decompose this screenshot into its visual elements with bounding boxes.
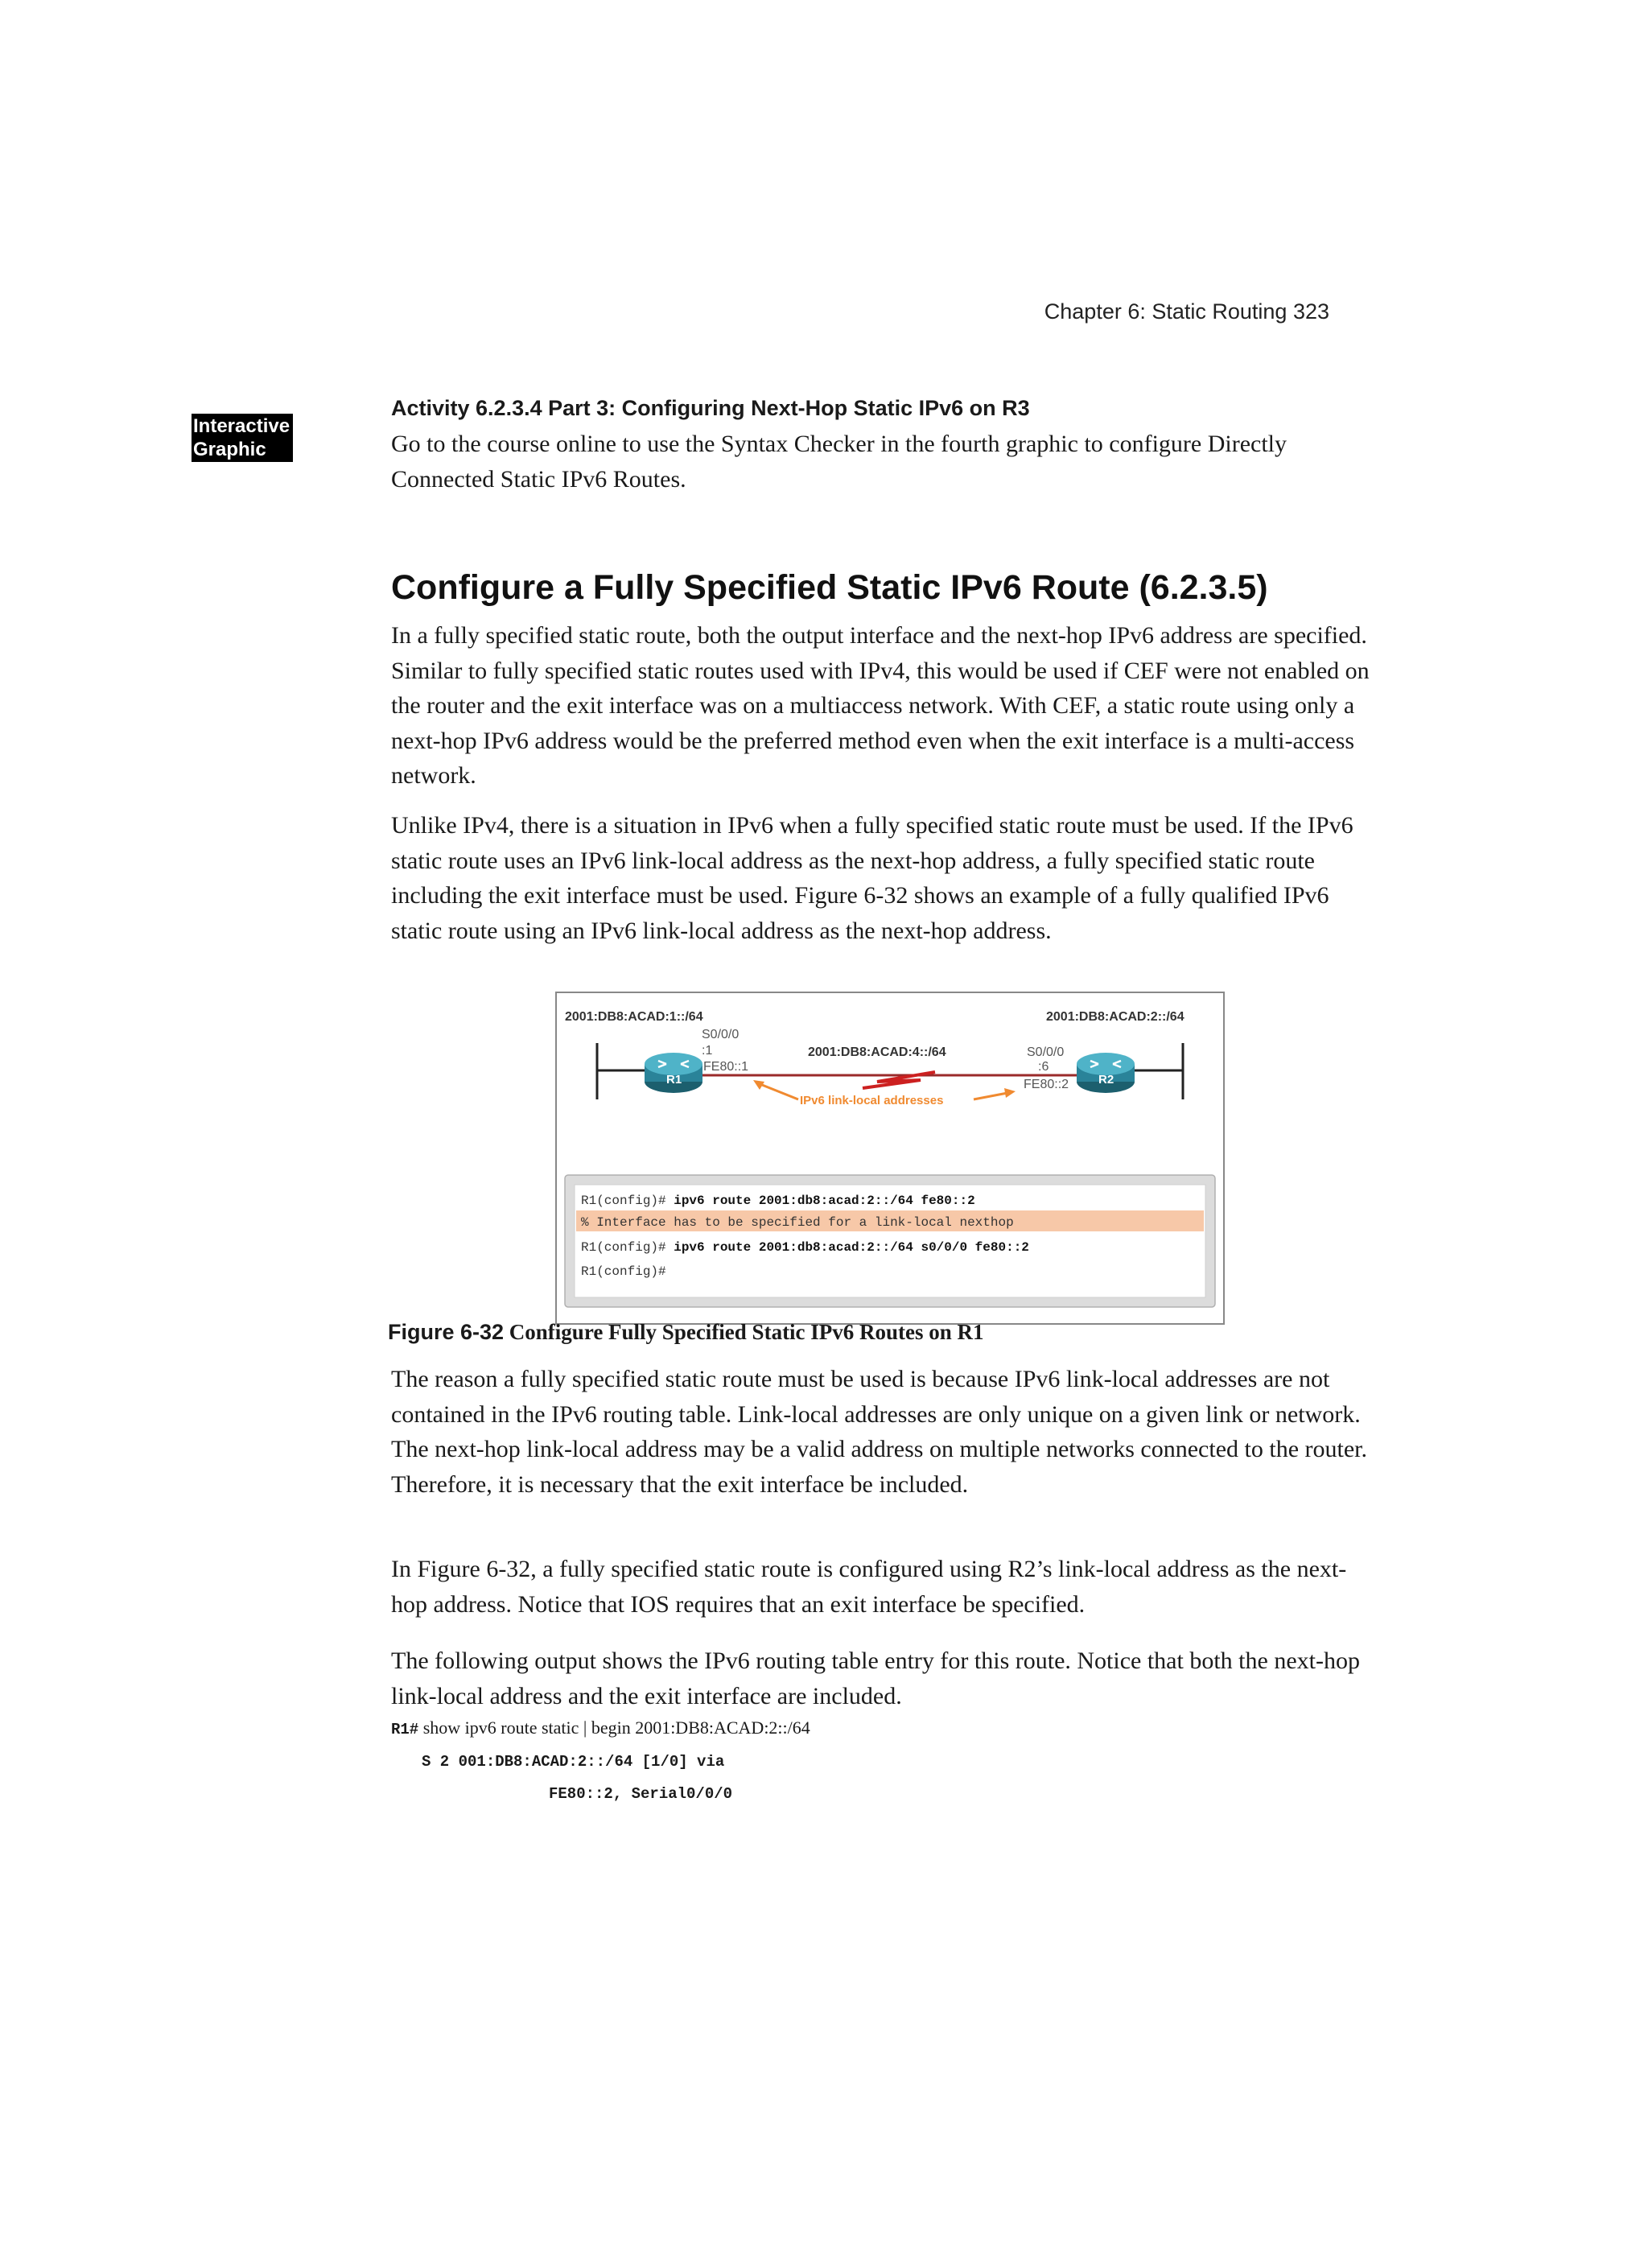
command-prompt: R1# [391, 1721, 419, 1738]
cli-line-3: R1(config)# ipv6 route 2001:db8:acad:2::/64 s0/0/0 fe80::2 [581, 1240, 1029, 1255]
interactive-graphic-badge [192, 414, 293, 462]
figure-caption-label: Figure 6-32 [388, 1320, 505, 1344]
cli-line-1: R1(config)# ipv6 route 2001:db8:acad:2::/64 fe80::2 [581, 1194, 975, 1208]
section-heading: Configure a Fully Specified Static IPv6 Route (6.2.3.5) [391, 568, 1268, 607]
badge-line-2: Graphic [193, 439, 266, 460]
paragraph-2: Unlike IPv4, there is a situation in IPv6 when a fully specified static route must be used. If the IPv6 static route uses an IPv6 link-local address as the next-hop address, a fully specified static route including the exit interface must be used. Figure 6-32 shows an example of a fully qualified IPv6 static route using an IPv6 link-local address as the next-hop address. [391, 812, 1353, 944]
r1-name-label: R1 [666, 1073, 682, 1087]
r1-serial-host-label: :1 [702, 1044, 713, 1058]
command-line [391, 1717, 810, 1738]
paragraph-4: In Figure 6-32, a fully specified static route is configured using R2’s link-local address as the next-hop address. Notice that IOS requires that an exit interface be specified. [391, 1556, 1347, 1618]
router-r1-icon [645, 1053, 702, 1093]
link-local-annotation: IPv6 link-local addresses [800, 1094, 944, 1107]
paragraph-3: The reason a fully specified static route must be used is because IPv6 link-local addresses are not contained in the IPv6 routing table. Link-local addresses are only unique on a given link or network. The next-hop link-local address may be a valid address on multiple networks connected to the router. Therefore, it is necessary that the exit interface be included. [391, 1366, 1367, 1498]
link-network-label: 2001:DB8:ACAD:4::/64 [808, 1045, 946, 1059]
figure-caption-text: Configure Fully Specified Static IPv6 Routes on R1 [509, 1320, 984, 1344]
activity-text: Go to the course online to use the Syntax Checker in the fourth graphic to configure Directly Connected Static IPv6 Routes. [391, 431, 1288, 493]
command-text: show ipv6 route static | begin 2001:DB8:ACAD:2::/64 [422, 1717, 810, 1738]
r2-name-label: R2 [1098, 1073, 1114, 1087]
router-r2-icon [1077, 1053, 1135, 1093]
topology-diagram [557, 993, 1223, 1323]
badge-line-1: Interactive [193, 415, 290, 437]
paragraph-1: In a fully specified static route, both the output interface and the next-hop IPv6 address are specified. Similar to fully specified static routes used with IPv4, this would be used if CEF were not enabled on the router and the exit interface was on a multiaccess network. With CEF, a static route using only a next-hop IPv6 address would be the preferred method even when the exit interface is a multi-access network. [391, 622, 1370, 789]
right-network-label: 2001:DB8:ACAD:2::/64 [1046, 1010, 1184, 1024]
r2-serial-host-label: :6 [1038, 1060, 1049, 1074]
r1-linklocal-label: FE80::1 [703, 1060, 749, 1074]
route-output-line-1: S 2 001:DB8:ACAD:2::/64 [1/0] via [422, 1753, 725, 1771]
cli-line-4: R1(config)# [581, 1264, 666, 1279]
cli-line-2: % Interface has to be specified for a link-local nexthop [581, 1215, 1014, 1230]
figure-caption [388, 1320, 984, 1345]
r2-linklocal-label: FE80::2 [1024, 1078, 1069, 1091]
r1-serial-label: S0/0/0 [702, 1028, 740, 1041]
paragraph-5: The following output shows the IPv6 routing table entry for this route. Notice that both the next-hop link-local address and the exit interface are included. [391, 1647, 1360, 1709]
activity-title: Activity 6.2.3.4 Part 3: Configuring Next-Hop Static IPv6 on R3 [391, 396, 1030, 420]
r2-serial-label: S0/0/0 [1027, 1045, 1065, 1059]
route-output-line-2: FE80::2, Serial0/0/0 [549, 1785, 733, 1803]
left-network-label: 2001:DB8:ACAD:1::/64 [565, 1010, 703, 1024]
figure-6-32 [555, 992, 1225, 1325]
running-header: Chapter 6: Static Routing 323 [1044, 299, 1329, 324]
